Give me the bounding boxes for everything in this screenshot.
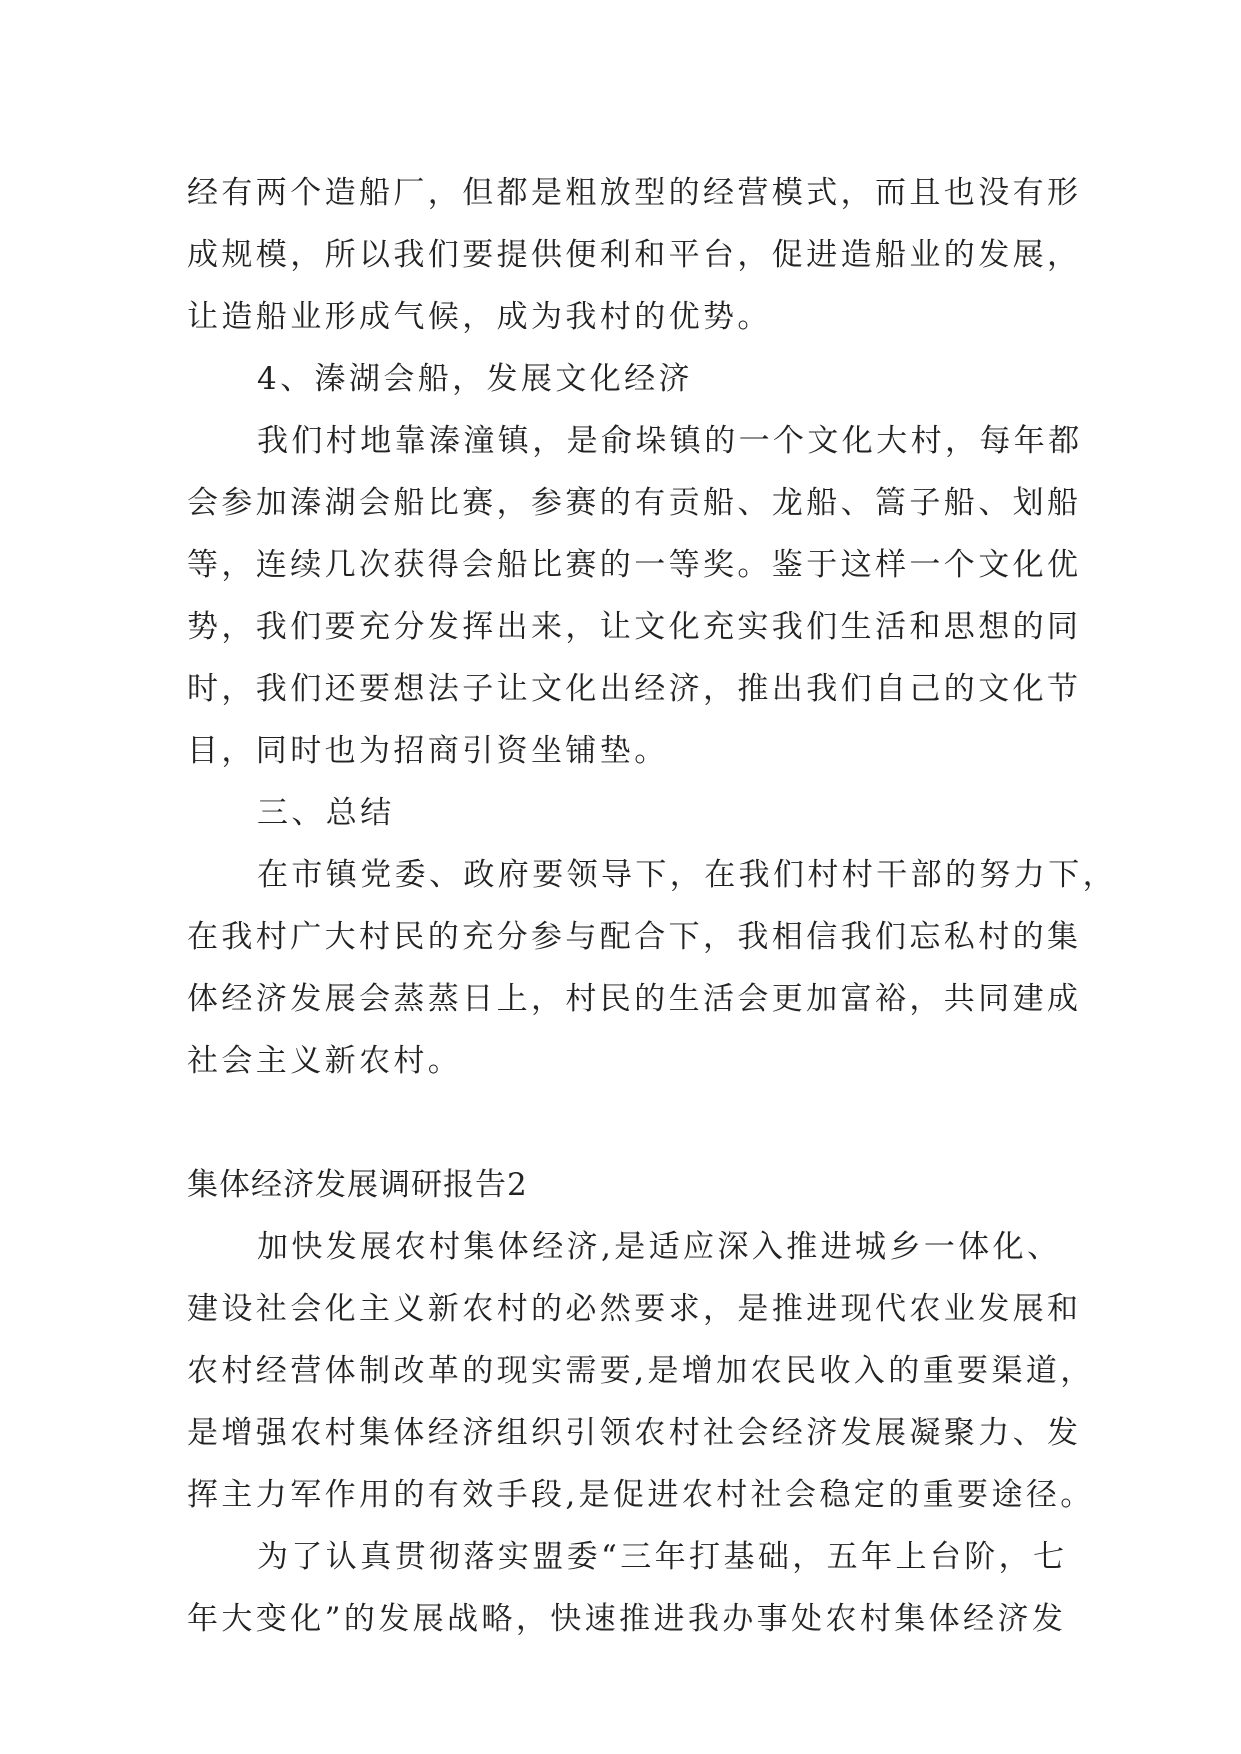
- report-title: 集体经济发展调研报告2: [187, 1167, 528, 1203]
- paragraph-line: 等，连续几次获得会船比赛的一等奖。鉴于这样一个文化优: [187, 547, 1082, 583]
- paragraph-line: 农村经营体制改革的现实需要,是增加农民收入的重要渠道，: [187, 1353, 1095, 1389]
- paragraph-line: 会参加溱湖会船比赛，参赛的有贡船、龙船、篙子船、划船: [187, 485, 1082, 521]
- paragraph-line: 年大变化”的发展战略，快速推进我办事处农村集体经济发: [187, 1601, 1067, 1637]
- paragraph-line: 社会主义新农村。: [187, 1043, 463, 1079]
- paragraph-line: 成规模，所以我们要提供便利和平台，促进造船业的发展，: [187, 237, 1082, 273]
- paragraph-line: 体经济发展会蒸蒸日上，村民的生活会更加富裕，共同建成: [187, 981, 1082, 1017]
- paragraph-line: 是增强农村集体经济组织引领农村社会经济发展凝聚力、发: [187, 1415, 1082, 1451]
- paragraph-line: 我们村地靠溱潼镇，是俞垛镇的一个文化大村，每年都: [257, 423, 1083, 459]
- section-heading: 4、溱湖会船，发展文化经济: [257, 361, 693, 397]
- paragraph-line: 经有两个造船厂，但都是粗放型的经营模式，而且也没有形: [187, 175, 1082, 211]
- paragraph-line: 挥主力军作用的有效手段,是促进农村社会稳定的重要途径。: [187, 1477, 1095, 1513]
- paragraph-line: 建设社会化主义新农村的必然要求，是推进现代农业发展和: [187, 1291, 1082, 1327]
- paragraph-line: 时，我们还要想法子让文化出经济，推出我们自己的文化节: [187, 671, 1082, 707]
- paragraph-line: 加快发展农村集体经济,是适应深入推进城乡一体化、: [257, 1229, 1062, 1265]
- document-body: [187, 162, 1117, 1650]
- paragraph-line: 势，我们要充分发挥出来，让文化充实我们生活和思想的同: [187, 609, 1082, 645]
- paragraph-line: 在市镇党委、政府要领导下，在我们村村干部的努力下，: [257, 857, 1117, 893]
- paragraph-line: 让造船业形成气候，成为我村的优势。: [187, 299, 772, 335]
- paragraph-line: 在我村广大村民的充分参与配合下，我相信我们忘私村的集: [187, 919, 1082, 955]
- section-heading: 三、总结: [257, 795, 395, 831]
- paragraph-line: 目，同时也为招商引资坐铺垫。: [187, 733, 669, 769]
- paragraph-line: 为了认真贯彻落实盟委“三年打基础，五年上台阶，七: [257, 1539, 1068, 1575]
- blank-line: [187, 1092, 1067, 1154]
